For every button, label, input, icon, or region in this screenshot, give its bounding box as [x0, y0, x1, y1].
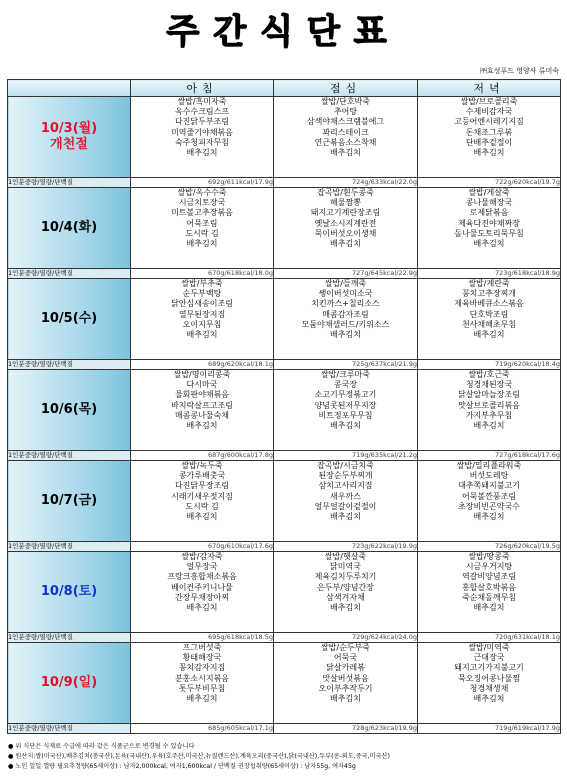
- meal-cell-breakfast: [131, 461, 274, 542]
- menu-item: 배추김치: [330, 694, 361, 704]
- nutrition-label: 1인분중량/열량/단백질: [8, 451, 131, 461]
- nutrition-value-dinner: 720g/631kcal/18.1g: [418, 633, 561, 643]
- menu-item: 어묵볼깐풍조림: [461, 491, 517, 501]
- nutrition-label: 1인분중량/열량/단백질: [8, 542, 131, 552]
- menu-item: 프랑크흥합채소볶음: [167, 572, 237, 582]
- menu-item: 제육바베큐소스볶음: [454, 299, 524, 309]
- menu-item: 순두부백탕: [182, 289, 222, 299]
- nutrition-row: [8, 542, 561, 552]
- menu-item: 맛살버섯볶음: [322, 673, 369, 683]
- menu-item: 고등어엔시레기지짐: [454, 117, 524, 127]
- menu-item: 배추김치: [473, 148, 505, 158]
- menu-item: 잡곡밥/흰두콩죽: [317, 188, 374, 197]
- menu-item: 바지락살프고조림: [171, 400, 233, 410]
- nutrition-value-breakfast: 689g/620kcal/18.1g: [131, 360, 274, 370]
- nutrition-value-lunch: 724g/633kcal/22.0g: [274, 178, 418, 188]
- menu-item: 쌀밥/밀리플라워죽: [456, 461, 522, 470]
- header-corner: [8, 80, 131, 97]
- menu-item: 단배추겉절이: [465, 137, 513, 147]
- nutrition-value-dinner: 719g/620kcal/18.4g: [418, 360, 561, 370]
- menu-item: 쌀밥/브로콜리죽: [460, 97, 518, 106]
- day-date: 10/9(일): [40, 675, 98, 690]
- menu-item: 어묵조림: [186, 218, 218, 228]
- meal-cell-breakfast: [131, 370, 274, 451]
- menu-item: 돌나물도토리묵무침: [454, 228, 524, 238]
- day-date: 10/7(금): [40, 493, 98, 508]
- meal-cell-lunch: [274, 370, 418, 451]
- menu-item: 로제닭볶음: [469, 208, 509, 218]
- menu-item: 배추김치: [473, 694, 505, 704]
- menu-item: 옛날소시지계란전: [314, 218, 377, 228]
- menu-item: 매콤감자조림: [322, 309, 369, 319]
- footnote-nutrition: ● 노인 일일 열량 필요추정량(65세이상) : 남자2,000kcal, 여자1,600kcal / 단백질 권장섭취량(65세이상) : 남자55g, 여자45g: [8, 763, 356, 770]
- nutrition-value-breakfast: 695g/618kcal/18.5g: [131, 633, 274, 643]
- weekly-menu-table: [7, 79, 561, 734]
- menu-item: 버섯도레탕: [469, 471, 509, 481]
- menu-item: 꽁치고추장찌개: [461, 289, 517, 299]
- menu-item: 홍합살호박볶음: [461, 582, 517, 592]
- menu-item: 된장순두부찌개: [318, 471, 373, 481]
- day-date: 10/6(목): [40, 402, 98, 417]
- menu-item: 제육김치두루치기: [314, 572, 377, 582]
- menu-item: 삼색겨자채: [326, 592, 365, 602]
- menu-item: 다시마국: [186, 380, 218, 390]
- menu-item: 삼색야채스크램블에그: [306, 117, 385, 127]
- menu-item: 배추김치: [330, 239, 361, 249]
- menu-item: 쌀밥/부추죽: [181, 279, 223, 288]
- menu-item: 치킨까스+칠리소스: [311, 299, 380, 309]
- menu-item: 어묵국: [333, 653, 358, 663]
- menu-item: 얼무얼갈이겉절이: [314, 501, 377, 511]
- menu-item: 닭안심새송이조림: [171, 299, 233, 309]
- menu-item: 쌀밥/옥수수죽: [177, 188, 227, 197]
- day-date: 10/3(월): [40, 121, 98, 136]
- meal-cell-dinner: [418, 279, 561, 360]
- menu-item: 맛살브로콜리볶음: [458, 400, 520, 410]
- day-row: [8, 370, 561, 451]
- nutrition-label: 1인분중량/열량/단백질: [8, 269, 131, 279]
- nutrition-value-dinner: 723g/618kcal/18.9g: [418, 269, 561, 279]
- day-date: 10/4(화): [40, 220, 98, 235]
- menu-item: 배추김치: [186, 239, 218, 249]
- menu-item: 단호박조림: [469, 309, 509, 319]
- menu-item: 대추쪽돼지불고기: [458, 481, 520, 491]
- menu-item: 시래기새우젓지짐: [171, 491, 233, 501]
- menu-item: 은두부/양념간장: [317, 582, 374, 592]
- header-lunch: 점심: [274, 80, 418, 97]
- menu-item: 쌀밥/햇살죽: [324, 552, 367, 561]
- menu-item: 배추김치: [330, 421, 361, 431]
- nutrition-value-breakfast: 687g/600kcal/17.8g: [131, 451, 274, 461]
- meal-cell-breakfast: [131, 279, 274, 360]
- menu-item: 쌀밥/미역죽: [468, 643, 510, 652]
- meal-cell-breakfast: [131, 97, 274, 178]
- menu-item: 황태해장국: [182, 653, 222, 663]
- menu-item: 쌩이버섯미소국: [318, 289, 373, 299]
- author-credit: ㈜효성푸드 영양사 류미숙: [479, 67, 559, 75]
- nutrition-value-breakfast: 670g/618kcal/18.0g: [131, 269, 274, 279]
- menu-item: 다진닭두부조림: [174, 117, 230, 127]
- nutrition-row: [8, 724, 561, 734]
- meal-cell-lunch: [274, 461, 418, 542]
- nutrition-row: [8, 633, 561, 643]
- day-label-cell: [8, 188, 131, 269]
- menu-item: 배추김치: [330, 512, 361, 522]
- meal-cell-dinner: [418, 97, 561, 178]
- menu-item: 배추김치: [186, 694, 218, 704]
- day-row: [8, 188, 561, 269]
- menu-item: 닭미역국: [330, 562, 361, 572]
- nutrition-value-breakfast: 692g/611kcal/17.9g: [131, 178, 274, 188]
- nutrition-value-lunch: 728g/623kcal/19.9g: [274, 724, 418, 734]
- menu-item: 숙주청피자무침: [174, 137, 230, 147]
- menu-item: 오이지무침: [182, 319, 222, 329]
- menu-item: 모둠야채샐러드/키위소스: [301, 319, 390, 329]
- menu-item: 연근볶음소스착채: [314, 137, 377, 147]
- day-label-cell: [8, 461, 131, 542]
- menu-item: 배추김치: [186, 421, 218, 431]
- menu-item: 비트정포무무침: [318, 410, 373, 420]
- header-breakfast: 아침: [131, 80, 274, 97]
- menu-item: 쌀밥/감자죽: [181, 552, 223, 561]
- menu-item: 닭살카레볶: [326, 663, 365, 673]
- menu-item: 미트볼고추장볶음: [171, 208, 233, 218]
- menu-item: 배추김치: [473, 421, 505, 431]
- nutrition-row: [8, 360, 561, 370]
- menu-item: 도시락 김: [185, 501, 219, 511]
- menu-item: 잡곡밥/시금치죽: [317, 461, 374, 470]
- menu-item: 묵오징어콩나물찜: [458, 673, 520, 683]
- menu-item: 배추김치: [186, 148, 218, 158]
- nutrition-value-lunch: 727g/645kcal/22.9g: [274, 269, 418, 279]
- header-row: [8, 80, 561, 97]
- day-date: 10/8(토): [40, 584, 98, 599]
- meal-cell-dinner: [418, 370, 561, 451]
- menu-item: 분홍소시지볶음: [174, 673, 230, 683]
- menu-item: 가지부추무침: [465, 410, 513, 420]
- nutrition-label: 1인분중량/열량/단백질: [8, 633, 131, 643]
- menu-item: 배추김치: [186, 603, 218, 613]
- menu-item: 새우까스: [330, 491, 361, 501]
- day-row: [8, 97, 561, 178]
- menu-item: 청경채생채: [469, 683, 509, 693]
- menu-item: 묵이버섯오이생채: [314, 228, 377, 238]
- meal-cell-lunch: [274, 279, 418, 360]
- nutrition-label: 1인분중량/열량/단백질: [8, 724, 131, 734]
- nutrition-value-lunch: 729g/624kcal/24.0g: [274, 633, 418, 643]
- menu-item: 배추김치: [186, 330, 218, 340]
- menu-item: 삼치고사리지짐: [318, 481, 373, 491]
- day-row: [8, 461, 561, 542]
- nutrition-value-lunch: 719g/635kcal/21.2g: [274, 451, 418, 461]
- day-label-cell: [8, 279, 131, 360]
- menu-item: 근대장국: [473, 653, 505, 663]
- meal-cell-lunch: [274, 188, 418, 269]
- menu-item: 배추김치: [473, 512, 505, 522]
- day-row: [8, 279, 561, 360]
- menu-item: 배추김치: [330, 603, 361, 613]
- nutrition-value-dinner: 727g/618kcal/17.6g: [418, 451, 561, 461]
- menu-item: 톳두부비무침: [178, 683, 226, 693]
- nutrition-row: [8, 451, 561, 461]
- meal-cell-dinner: [418, 461, 561, 542]
- menu-item: 쌀밥/순두부죽: [320, 643, 371, 652]
- menu-item: 콩가루배춧국: [178, 471, 226, 481]
- menu-item: 제육다진야채짜장: [458, 218, 520, 228]
- menu-item: 꽈리스테이크: [322, 127, 369, 137]
- nutrition-label: 1인분중량/열량/단백질: [8, 178, 131, 188]
- menu-item: 쌀밥/크루마죽: [320, 370, 371, 379]
- menu-item: 프그버섯죽: [182, 643, 222, 652]
- footnote-substitution: ● 위 식단은 식재료 수급에 따라 같은 식품군으로 변경될 수 있습니다: [8, 743, 195, 750]
- day-row: [8, 643, 561, 724]
- menu-item: 쌀밥/게살죽: [468, 188, 510, 197]
- menu-item: 간장무채장아찌: [174, 592, 230, 602]
- day-label-cell: [8, 552, 131, 633]
- header-dinner: 저녁: [418, 80, 561, 97]
- menu-item: 쌀밥/땅콩죽: [468, 552, 510, 561]
- meal-cell-dinner: [418, 552, 561, 633]
- menu-item: 닭살알마늘장조림: [458, 390, 520, 400]
- menu-item: 돼지고기계란장조림: [310, 208, 381, 218]
- menu-item: 돈채조그루볶: [465, 127, 513, 137]
- menu-item: 죽순채돌깨무침: [461, 592, 517, 602]
- menu-body: [8, 97, 561, 734]
- meal-cell-breakfast: [131, 188, 274, 269]
- menu-item: 콩나물해장국: [465, 198, 513, 208]
- nutrition-value-breakfast: 685g/605kcal/17.1g: [131, 724, 274, 734]
- day-label-cell: [8, 370, 131, 451]
- menu-item: 얼무장국: [186, 562, 218, 572]
- meal-cell-breakfast: [131, 643, 274, 724]
- day-date: 10/5(수): [40, 311, 98, 326]
- menu-item: 수제비감자국: [465, 107, 513, 117]
- day-label-cell: [8, 97, 131, 178]
- menu-item: 옥수수크림스프: [174, 107, 230, 117]
- menu-item: 열무된장지짐: [178, 309, 226, 319]
- menu-item: 배추김치: [330, 148, 361, 158]
- menu-item: 시금우거지탕: [465, 562, 513, 572]
- menu-item: 청경채된장국: [465, 380, 513, 390]
- menu-item: 쌀밥/단호박죽: [320, 97, 371, 106]
- menu-item: 배추김치: [473, 239, 505, 249]
- menu-item: 물회판야채볶음: [174, 390, 230, 400]
- menu-item: 콩국장: [333, 380, 358, 390]
- nutrition-value-lunch: 725g/637kcal/21.9g: [274, 360, 418, 370]
- menu-item: 초장비빈곤약국수: [458, 501, 520, 511]
- menu-item: 돼지고기가지불고기: [454, 663, 524, 673]
- meal-cell-dinner: [418, 188, 561, 269]
- day-row: [8, 552, 561, 633]
- menu-item: 쌀밥/계란죽: [468, 279, 510, 288]
- menu-item: 배추김치: [330, 330, 361, 340]
- meal-cell-lunch: [274, 552, 418, 633]
- menu-item: 미역줄기야채볶음: [171, 127, 233, 137]
- nutrition-label: 1인분중량/열량/단백질: [8, 360, 131, 370]
- menu-item: 오이부추작두기: [318, 683, 373, 693]
- menu-item: 시금치토장국: [178, 198, 226, 208]
- day-holiday: 개천절: [50, 137, 88, 152]
- menu-item: 쌀밥/들깨죽: [324, 279, 367, 288]
- nutrition-value-dinner: 726g/620kcal/19.5g: [418, 542, 561, 552]
- menu-item: 천사채해초무침: [461, 319, 517, 329]
- menu-item: 소고기무정볶고기: [314, 390, 377, 400]
- menu-item: 도시락 김: [185, 228, 219, 238]
- menu-item: 배추김치: [473, 330, 505, 340]
- menu-item: 매콤콩나물숙채: [174, 410, 230, 420]
- menu-item: 다진닭무장조림: [174, 481, 230, 491]
- menu-item: 쌀밥/명이리콩죽: [173, 370, 231, 379]
- menu-item: 꽁치감자지짐: [178, 663, 226, 673]
- nutrition-value-breakfast: 670g/610kcal/17.6g: [131, 542, 274, 552]
- nutrition-value-lunch: 723g/622kcal/19.9g: [274, 542, 418, 552]
- menu-item: 베이컨주키니나물: [171, 582, 233, 592]
- menu-item: 쌀밥/흑미자죽: [177, 97, 227, 106]
- meal-cell-lunch: [274, 97, 418, 178]
- meal-cell-dinner: [418, 643, 561, 724]
- menu-item: 쌀밥/녹두죽: [181, 461, 223, 470]
- footnote-origin: ● 원산지:쌀(미국산),배추김치(중국산),돈육(국내산),우육(호주산,미국산,뉴질랜드산),계육오리(중국산),닭(국내산),두부(콩-외도,중국,미국산): [8, 753, 390, 760]
- meal-cell-breakfast: [131, 552, 274, 633]
- menu-item: 해물짬뽕: [330, 198, 361, 208]
- menu-item: 배추김치: [186, 512, 218, 522]
- menu-item: 배추김치: [473, 603, 505, 613]
- nutrition-row: [8, 269, 561, 279]
- page-title: 주간식단표: [166, 12, 401, 52]
- meal-cell-lunch: [274, 643, 418, 724]
- day-label-cell: [8, 643, 131, 724]
- footnotes: [8, 742, 560, 772]
- nutrition-value-dinner: 719g/619kcal/17.9g: [418, 724, 561, 734]
- menu-item: 양념콧된저무지장: [314, 400, 377, 410]
- menu-item: 쌀밥/호근죽: [468, 370, 510, 379]
- menu-item: 역갈비양념조림: [461, 572, 517, 582]
- nutrition-value-dinner: 722g/620kcal/19.7g: [418, 178, 561, 188]
- menu-item: 추어탕: [333, 107, 358, 117]
- nutrition-row: [8, 178, 561, 188]
